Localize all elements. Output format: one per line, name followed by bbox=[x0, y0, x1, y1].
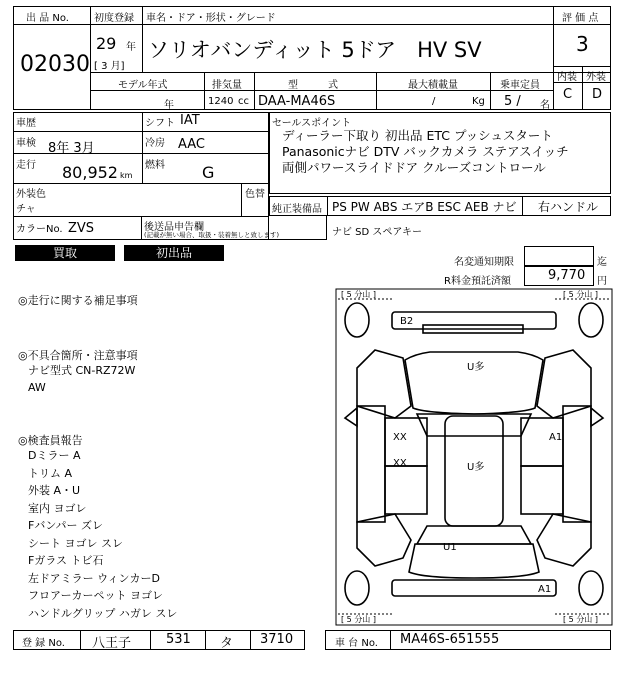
chassis-value: MA46S-651555 bbox=[400, 632, 500, 647]
aftermarket-note: (記載が無い場合、取扱・装着無しと致します) bbox=[144, 231, 280, 239]
aftermarket-label: 後送品申告欄 bbox=[144, 222, 204, 233]
inspector-line: Fガラス トビ石 bbox=[28, 554, 104, 567]
shift-value: IAT bbox=[180, 113, 200, 128]
inspection-value: 8年 3月 bbox=[48, 141, 95, 156]
displacement-label: 排気量 bbox=[212, 80, 242, 91]
reg-area: 八王子 bbox=[92, 636, 132, 651]
first-reg-label: 初度登録 bbox=[94, 13, 134, 24]
first-badge: 初出品 bbox=[124, 245, 224, 261]
reg-no-label: 登 録 No. bbox=[22, 638, 65, 649]
ac-value: AAC bbox=[178, 137, 205, 152]
recycle-unit: 円 bbox=[597, 276, 607, 287]
displacement-unit: cc bbox=[238, 96, 249, 107]
aftermarket-value: ナビ SD スペアキー bbox=[332, 227, 423, 238]
mark-u-top: U多 bbox=[467, 362, 485, 373]
ac-label: 冷房 bbox=[145, 138, 165, 149]
max-load-label: 最大積載量 bbox=[408, 80, 458, 91]
capacity-label: 乗車定員 bbox=[500, 80, 540, 91]
first-reg-month: [ 3 月] bbox=[94, 61, 125, 72]
sales-point-line: 両側パワースライドドア クルーズコントロール bbox=[282, 160, 546, 175]
model-year-label: モデル年式 bbox=[118, 80, 168, 91]
ext-color-label: 外装色 bbox=[16, 189, 46, 200]
tire-label-rr: [ 5 分山 ] bbox=[563, 615, 598, 624]
car-name: ソリオバンディット 5ドア HV SV bbox=[148, 38, 482, 62]
tire-label-rl: [ 5 分山 ] bbox=[341, 615, 376, 624]
defects-list bbox=[28, 362, 135, 396]
sales-point-line: ディーラー下取り 初出品 ETC プッシュスタート bbox=[282, 128, 553, 143]
name-change-label: 名変通知期限 bbox=[454, 257, 514, 268]
color-no-value: ZVS bbox=[68, 221, 95, 236]
mark-xx-2: XX bbox=[393, 458, 407, 469]
sales-points-title: セールスポイント bbox=[272, 118, 352, 129]
car-name-label: 車名・ドア・形状・グレード bbox=[146, 13, 276, 24]
model-label: 型 式 bbox=[288, 80, 338, 91]
defect-line: ナビ型式 CN-RZ72W bbox=[28, 364, 136, 377]
mark-a1-bottom: A1 bbox=[538, 584, 552, 595]
equipment-value: PS PW ABS エアB ESC AEB ナビ bbox=[332, 200, 517, 214]
mark-a1-right: A1 bbox=[549, 432, 563, 443]
defects-title: ◎不具合箇所・注意事項 bbox=[18, 349, 138, 362]
lot-no: 02030 bbox=[20, 52, 90, 77]
exterior-label: 外装 bbox=[586, 72, 606, 83]
buy-badge: 買取 bbox=[15, 245, 115, 261]
reg-kana: タ bbox=[220, 636, 234, 651]
mark-b2: B2 bbox=[400, 316, 414, 327]
mark-u1: U1 bbox=[443, 542, 457, 553]
inspector-line: Dミラー A bbox=[28, 449, 81, 462]
inspector-line: 左ドアミラー ウィンカーD bbox=[28, 571, 160, 585]
mileage-value: 80,952 bbox=[62, 163, 118, 182]
inspection-label: 車検 bbox=[16, 138, 36, 149]
score-label: 評 価 点 bbox=[562, 13, 599, 24]
driving-remarks-title: ◎走行に関する補足事項 bbox=[18, 294, 138, 307]
first-reg-year: 29 bbox=[96, 34, 117, 53]
reg-number: 3710 bbox=[260, 632, 294, 647]
name-change-unit: 迄 bbox=[597, 257, 607, 268]
mileage-label: 走行 bbox=[16, 160, 36, 171]
lot-no-label: 出 品 No. bbox=[26, 13, 69, 24]
reg-class: 531 bbox=[166, 632, 191, 647]
displacement: 1240 bbox=[208, 96, 234, 107]
sales-point-line: Panasonicナビ DTV バックカメラ ステアスイッチ bbox=[282, 144, 569, 159]
car-diagram bbox=[335, 288, 613, 628]
ext-color-value: チャ bbox=[16, 204, 36, 215]
max-load-slash: / bbox=[432, 96, 436, 107]
sales-points-lines bbox=[282, 128, 569, 176]
name-change-box bbox=[524, 246, 594, 266]
handle-value: 右ハンドル bbox=[538, 200, 599, 214]
year-unit: 年 bbox=[126, 42, 136, 53]
mileage-unit: km bbox=[120, 171, 133, 180]
capacity-unit: 名 bbox=[540, 100, 550, 111]
color-no-label: カラーNo. bbox=[16, 224, 63, 235]
chassis-label: 車 台 No. bbox=[335, 638, 378, 649]
equipment-label: 純正装備品 bbox=[272, 204, 322, 215]
history-label: 車歴 bbox=[16, 118, 36, 129]
fuel-label: 燃料 bbox=[145, 160, 165, 171]
inspector-line: シート ヨゴレ スレ bbox=[28, 536, 123, 550]
recycle-value: 9,770 bbox=[548, 268, 586, 283]
inspector-line: フロアーカーペット ヨゴレ bbox=[28, 589, 163, 602]
fuel-value: G bbox=[202, 163, 215, 182]
color-change-label: 色替 bbox=[245, 189, 265, 200]
inspector-title: ◎検査員報告 bbox=[18, 434, 83, 447]
inspector-list bbox=[28, 447, 177, 622]
interior-label: 内装 bbox=[557, 72, 577, 83]
exterior-grade: D bbox=[592, 87, 603, 102]
capacity: 5 / bbox=[504, 94, 521, 109]
mark-xx-1: XX bbox=[393, 432, 407, 443]
score: 3 bbox=[576, 32, 589, 56]
interior-grade: C bbox=[563, 87, 573, 102]
recycle-label: R料金預託済額 bbox=[444, 276, 511, 287]
inspector-line: ハンドルグリップ ハガレ スレ bbox=[28, 606, 178, 620]
inspector-line: トリム A bbox=[28, 466, 73, 480]
inspector-line: Fバンパー ズレ bbox=[28, 519, 104, 532]
tire-label-fr: [ 5 分山 ] bbox=[563, 290, 598, 299]
mark-u-center: U多 bbox=[467, 462, 485, 473]
model-year-unit: 年 bbox=[164, 100, 174, 111]
inspector-line: 室内 ヨゴレ bbox=[28, 501, 87, 515]
inspector-line: 外装 A・U bbox=[28, 484, 81, 497]
defect-line: AW bbox=[28, 381, 46, 394]
shift-label: シフト bbox=[145, 118, 175, 129]
max-load-unit: Kg bbox=[472, 96, 485, 107]
model: DAA-MA46S bbox=[258, 94, 336, 109]
tire-label-fl: [ 5 分山 ] bbox=[341, 290, 376, 299]
